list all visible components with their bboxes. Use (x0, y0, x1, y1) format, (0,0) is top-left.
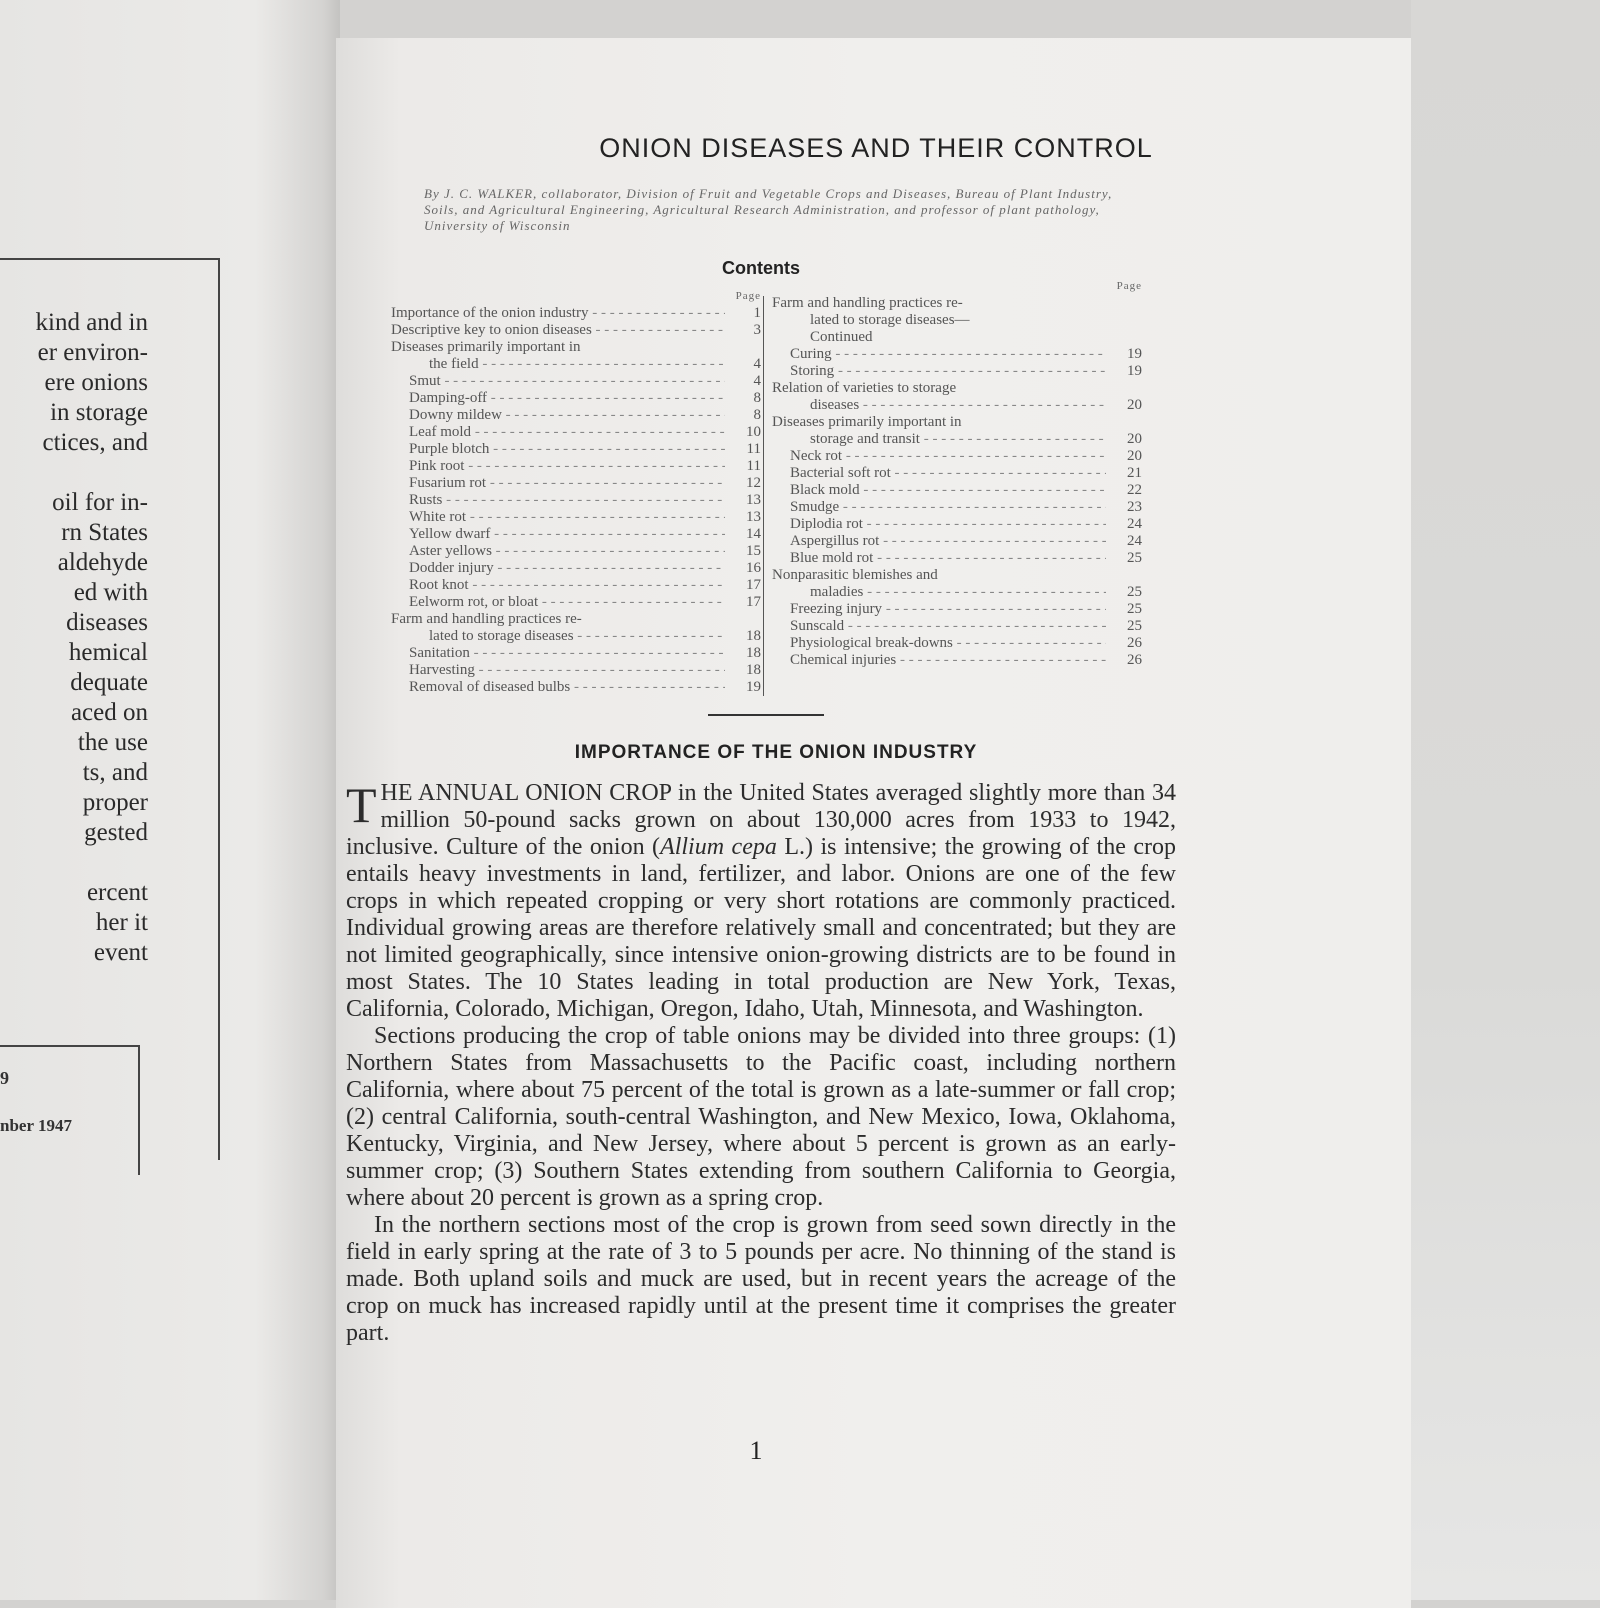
toc-entry-label: Smut - - - (391, 373, 725, 390)
left-page-fragment: ed with (73, 579, 148, 606)
toc-entry (772, 397, 1142, 414)
contents-heading: Contents (722, 258, 800, 278)
toc-entry-label: lated to storage diseases - - - (391, 628, 725, 645)
drop-cap: T (346, 777, 377, 833)
toc-entry (391, 373, 761, 390)
toc-entry-page: 8 (753, 390, 761, 406)
left-page-fragment: diseases (66, 609, 148, 636)
toc-entry-label: Neck rot - - - (772, 448, 1106, 465)
left-page-fragment: gested (84, 819, 148, 846)
toc-entry (391, 339, 761, 356)
toc-entry-page: 20 (1127, 448, 1142, 464)
toc-entry-page: 14 (746, 526, 761, 542)
toc-entry-page: 18 (746, 662, 761, 678)
toc-entry-label: Sunscald - - - (772, 618, 1106, 635)
toc-entry (772, 312, 1142, 329)
paragraph-1-lead: HE ANNUAL ONION CROP (380, 780, 672, 806)
left-page-fragment (0, 458, 260, 488)
left-page-fragment: ercent (86, 879, 148, 906)
left-page-date-fragment: nber 1947 (0, 1116, 72, 1135)
toc-entry-label: Relation of varieties to storage (772, 380, 957, 396)
toc-entry (772, 533, 1142, 550)
toc-entry-page: 4 (753, 356, 761, 372)
toc-entry (772, 380, 1142, 397)
toc-entry-label: storage and transit - - - (772, 431, 1106, 448)
toc-entry-label: Removal of diseased bulbs - - - (391, 679, 725, 696)
paragraph-1-text-b: L.) is intensive; the growing of the crop entails heavy investments in land, fertilizer, and labor. Onions are one of the few crops in which repeated cropping or very short rotations are commonly practiced. Individual growing areas are therefore relatively small and concentrated; but they are not limited geographically, since intensive onion-growing districts are to be found in most States. The 10 States leading in total production are New York, Texas, California, Colorado, Michigan, Oregon, Idaho, Utah, Minnesota, and Washington. (346, 834, 1177, 1022)
toc-entry-label: Sanitation - - - (391, 645, 725, 662)
toc-left-list (391, 305, 761, 696)
toc-entry-page: 8 (753, 407, 761, 423)
toc-entry (772, 618, 1142, 635)
toc-entry-label: Dodder injury - - - (391, 560, 725, 577)
toc-entry-label: Nonparasitic blemishes and (772, 567, 938, 583)
toc-entry (391, 356, 761, 373)
toc-entry-page: 26 (1127, 652, 1142, 668)
toc-entry (772, 584, 1142, 601)
toc-entry-label: Farm and handling practices re- (391, 611, 582, 627)
left-page (0, 0, 340, 1600)
toc-entry-label: Fusarium rot - - - (391, 475, 725, 492)
toc-entry-page: 13 (746, 492, 761, 508)
toc-entry (391, 611, 761, 628)
toc-entry (391, 441, 761, 458)
toc-entry-label: Eelworm rot, or bloat - - - (391, 594, 725, 611)
toc-page-header: Page (1116, 280, 1142, 292)
toc-entry-page: 18 (746, 645, 761, 661)
toc-entry (772, 635, 1142, 652)
author-byline: By J. C. WALKER, collaborator, Division of Fruit and Vegetable Crops and Diseases, Bureau of Plant Industry, Soils, and Agricultural Engineering, Agricultural Research Administration, and professor of plant pathology, University of Wisconsin (424, 186, 1113, 233)
toc-entry (772, 363, 1142, 380)
left-page-fragment: her it (95, 909, 148, 936)
toc-entry-label: Smudge - - - (772, 499, 1106, 516)
left-page-fragment: ts, and (82, 759, 148, 786)
toc-entry-page: 4 (753, 373, 761, 389)
toc-entry-page: 17 (746, 577, 761, 593)
toc-entry-label: Harvesting - - - (391, 662, 725, 679)
toc-entry (391, 594, 761, 611)
left-page-fragment: aced on (70, 699, 148, 726)
toc-entry-page: 12 (746, 475, 761, 491)
toc-entry (772, 431, 1142, 448)
toc-entry-label: Damping-off - - - (391, 390, 725, 407)
background-cloth (1411, 0, 1600, 1600)
toc-entry-page: 21 (1127, 465, 1142, 481)
toc-entry (391, 577, 761, 594)
toc-entry-page: 24 (1127, 516, 1142, 532)
toc-entry (772, 465, 1142, 482)
paragraph-1-text-a: in the United States averaged slightly more than 34 million 50-pound sacks grown on about 130,000 acres from 1933 to 1942, inclusive. Culture of the onion ( (346, 780, 1176, 860)
toc-entry-page: 13 (746, 509, 761, 525)
toc-entry (772, 448, 1142, 465)
toc-entry-label: White rot - - - (391, 509, 725, 526)
toc-entry-label: Root knot - - - (391, 577, 725, 594)
toc-entry-page: 19 (746, 679, 761, 695)
toc-entry (391, 458, 761, 475)
toc-entry-label: maladies - - - (772, 584, 1106, 601)
toc-entry-label: Curing - - - (772, 346, 1106, 363)
toc-entry-label: lated to storage diseases— (810, 312, 970, 328)
left-page-rule-vertical (138, 1045, 140, 1175)
toc-entry-page: 10 (746, 424, 761, 440)
toc-entry (391, 322, 761, 339)
toc-entry (772, 329, 1142, 346)
paragraph-3: In the northern sections most of the crop is grown from seed sown directly in the field in early spring at the rate of 3 to 5 pounds per acre. No thinning of the stand is made. Both upland soils and muck are used, but in recent years the acreage of the crop on muck has increased rapidly until at the present time it comprises the greater part. (346, 1212, 1176, 1346)
toc-entry (391, 628, 761, 645)
toc-entry (772, 414, 1142, 431)
toc-entry (391, 424, 761, 441)
toc-entry-page: 11 (746, 441, 761, 457)
left-page-fragment: dequate (70, 669, 148, 696)
toc-entry-label: Bacterial soft rot - - - (772, 465, 1106, 482)
left-page-fragment (0, 848, 260, 878)
toc-entry (391, 560, 761, 577)
paragraph-2: Sections producing the crop of table onions may be divided into three groups: (1) Northern States from Massachusetts to the Pacific coast, including northern California, where about 75 percent of the total is grown as a late-summer or fall crop; (2) central California, south-central Washington, and New Mexico, Iowa, Oklahoma, Kentucky, Virginia, and New Jersey, where about 5 percent is grown as an early-summer crop; (3) Southern States extending from southern California to Georgia, where about 20 percent is grown as a spring crop. (346, 1023, 1176, 1211)
left-page-fragment: aldehyde (57, 549, 148, 576)
toc-entry-label: the field - - - (391, 356, 725, 373)
toc-entry-page: 3 (753, 322, 761, 338)
left-page-fragment: oil for in- (52, 489, 148, 516)
toc-entry (391, 475, 761, 492)
toc-entry-label: Chemical injuries - - - (772, 652, 1106, 669)
toc-entry-label: Physiological break-downs - - - (772, 635, 1106, 652)
toc-entry-label: Downy mildew - - - (391, 407, 725, 424)
left-page-number-fragment: 9 (0, 1068, 9, 1088)
left-page-fragment: rn States (61, 519, 148, 546)
toc-entry-label: Purple blotch - - - (391, 441, 725, 458)
toc-entry-page: 15 (746, 543, 761, 559)
toc-entry-label: Black mold - - - (772, 482, 1106, 499)
left-page-fragment: proper (82, 789, 148, 816)
page-number: 1 (749, 1436, 763, 1465)
section-separator (708, 714, 824, 716)
toc-entry (772, 652, 1142, 669)
toc-entry (391, 662, 761, 679)
section-heading: IMPORTANCE OF THE ONION INDUSTRY (574, 742, 978, 763)
paragraph-1 (346, 777, 1177, 1023)
toc-entry (391, 645, 761, 662)
toc-entry-label: Diseases primarily important in (772, 414, 962, 430)
left-page-fragment: in storage (50, 399, 148, 426)
toc-entry-label: Diseases primarily important in (391, 339, 581, 355)
toc-entry-label: Rusts - - - (391, 492, 725, 509)
toc-entry-label: Importance of the onion industry - - - (391, 305, 725, 322)
toc-entry (772, 601, 1142, 618)
toc-entry-label: Farm and handling practices re- (772, 295, 963, 311)
toc-entry-page: 25 (1127, 618, 1142, 634)
toc-entry-label: diseases - - - (772, 397, 1106, 414)
toc-entry-label: Yellow dwarf - - - (391, 526, 725, 543)
toc-right-list (772, 295, 1142, 669)
paragraph-1-italic: Allium cepa (660, 834, 777, 860)
toc-entry (772, 295, 1142, 312)
toc-entry (391, 407, 761, 424)
toc-entry (772, 346, 1142, 363)
toc-entry-label: Freezing injury - - - (772, 601, 1106, 618)
toc-entry-page: 24 (1127, 533, 1142, 549)
toc-entry (772, 482, 1142, 499)
toc-entry-page: 18 (746, 628, 761, 644)
toc-left-column (391, 288, 761, 696)
toc-entry (772, 567, 1142, 584)
toc-entry (391, 543, 761, 560)
toc-entry-page: 26 (1127, 635, 1142, 651)
left-page-fragment: ctices, and (42, 429, 148, 456)
left-page-fragment: kind and in (35, 309, 148, 336)
toc-entry-page: 1 (753, 305, 761, 321)
left-page-fragment: the use (77, 729, 148, 756)
left-page-fragment: event (93, 939, 148, 966)
body-text (346, 777, 1177, 1347)
toc-entry-label: Pink root - - - (391, 458, 725, 475)
toc-entry-page: 25 (1127, 550, 1142, 566)
toc-right-column (772, 278, 1142, 669)
left-page-fragment: ere onions (44, 369, 148, 396)
toc-entry (772, 550, 1142, 567)
toc-page-header: Page (735, 290, 761, 302)
toc-entry-page: 19 (1127, 363, 1142, 379)
toc-entry (772, 499, 1142, 516)
document-title: ONION DISEASES AND THEIR CONTROL (599, 133, 1153, 163)
toc-entry-page: 16 (746, 560, 761, 576)
toc-entry-label: Aspergillus rot - - - (772, 533, 1106, 550)
toc-entry-page: 22 (1127, 482, 1142, 498)
toc-entry-page: 20 (1127, 397, 1142, 413)
toc-entry (391, 492, 761, 509)
left-page-text-fragments (0, 308, 260, 968)
toc-entry-label: Storing - - - (772, 363, 1106, 380)
toc-entry-label: Leaf mold - - - (391, 424, 725, 441)
toc-entry-page: 19 (1127, 346, 1142, 362)
toc-entry-page: 11 (746, 458, 761, 474)
left-page-fragment: er environ- (37, 339, 148, 366)
toc-entry-label: Descriptive key to onion diseases - - - (391, 322, 725, 339)
toc-entry (772, 516, 1142, 533)
right-page (336, 38, 1411, 1608)
left-page-fragment: hemical (68, 639, 148, 666)
toc-entry (391, 509, 761, 526)
toc-entry-page: 25 (1127, 584, 1142, 600)
toc-entry-label: Diplodia rot - - - (772, 516, 1106, 533)
toc-entry-page: 25 (1127, 601, 1142, 617)
toc-entry-page: 20 (1127, 431, 1142, 447)
toc-entry-page: 23 (1127, 499, 1142, 515)
left-page-rule (0, 1045, 140, 1047)
toc-entry (391, 526, 761, 543)
toc-entry (391, 679, 761, 696)
toc-divider (763, 296, 764, 696)
toc-entry (391, 390, 761, 407)
toc-entry-label: Continued (810, 329, 873, 345)
toc-entry-label: Aster yellows - - - (391, 543, 725, 560)
toc-entry-label: Blue mold rot - - - (772, 550, 1106, 567)
toc-entry-page: 17 (746, 594, 761, 610)
toc-entry (391, 305, 761, 322)
